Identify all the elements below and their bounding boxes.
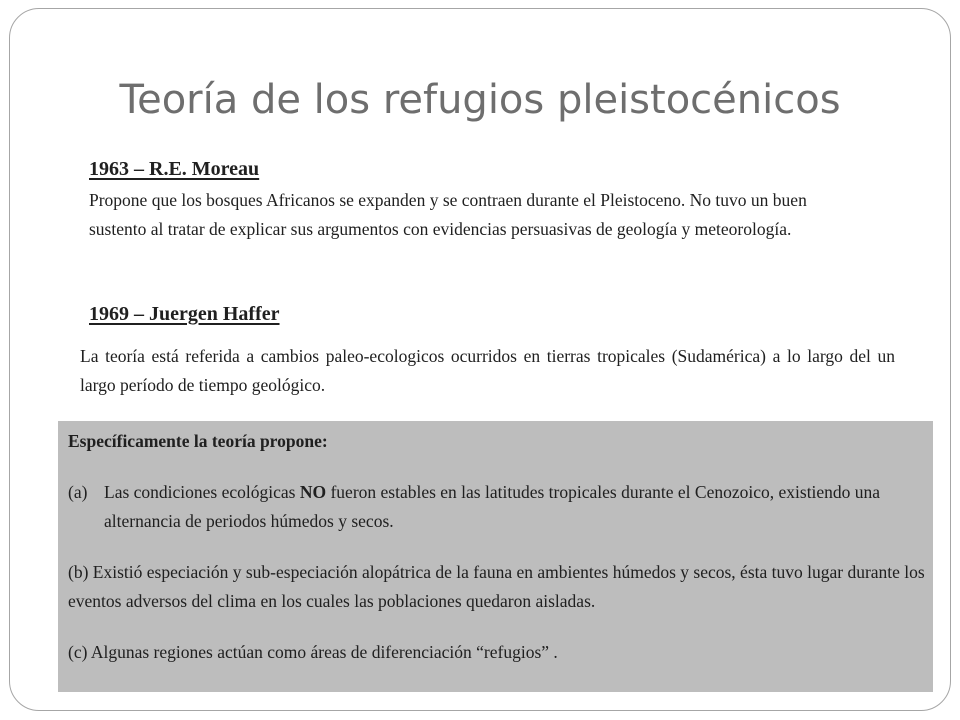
section-text-moreau: Propone que los bosques Africanos se expanden y se contraen durante el Pleistoceno. No tuvo un buen sustento al tratar de explicar sus argumentos con evidencias persuasivas de geología y meteorología. <box>89 190 807 239</box>
theory-item-c: (c) Algunas regiones actúan como áreas de diferenciación “refugios” . <box>68 642 558 662</box>
section-text-haffer: La teoría está referida a cambios paleo-ecologicos ocurridos en tierras tropicales (Sudamérica) a lo largo del un largo período de tiempo geológico. <box>80 346 895 395</box>
theory-box-content <box>68 427 926 667</box>
item-a-bold: NO <box>299 482 327 502</box>
item-a-text-before: Las condiciones ecológicas <box>104 482 300 502</box>
theory-item-a <box>68 478 926 536</box>
slide-title: Teoría de los refugios pleistocénicos <box>119 77 841 123</box>
item-a-text-after: fueron estables en las latitudes tropicales durante el Cenozoico, existiendo una alternancia de periodos húmedos y secos. <box>104 482 881 531</box>
section-heading-haffer: 1969 – Juergen Haffer <box>89 303 280 325</box>
theory-box-heading: Específicamente la teoría propone: <box>68 431 328 451</box>
theory-box <box>58 421 933 692</box>
item-a-marker: (a) <box>68 482 88 502</box>
theory-item-b: (b) Existió especiación y sub-especiación alopátrica de la fauna en ambientes húmedos y secos, ésta tuvo lugar durante los eventos adversos del clima en los cuales las poblaciones quedaron aisladas. <box>68 562 925 611</box>
section-heading-moreau: 1963 – R.E. Moreau <box>89 158 260 180</box>
